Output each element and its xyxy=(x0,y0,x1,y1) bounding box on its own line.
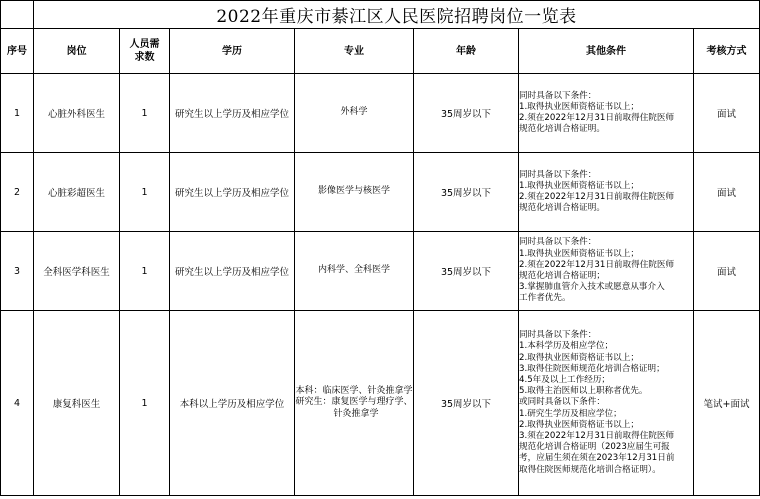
cell-conditions xyxy=(519,232,694,311)
condition-line: 4.5年及以上工作经历； xyxy=(519,374,611,385)
cell-exam: 笔试+面试 xyxy=(694,311,760,496)
header-age: 年龄 xyxy=(414,29,519,74)
cell-exam: 面试 xyxy=(694,232,760,311)
condition-line: 取得住院医师规范化培训合格证明）。 xyxy=(519,464,661,475)
cell-conditions xyxy=(519,311,694,496)
cell-exam: 面试 xyxy=(694,74,760,153)
header-count-label: 人员需求数 xyxy=(129,39,160,63)
condition-line: 规范化培训合格证明； xyxy=(519,271,605,281)
cell-education: 研究生以上学历及相应学位 xyxy=(170,74,295,153)
header-conditions: 其他条件 xyxy=(519,29,694,74)
cell-age: 35周岁以下 xyxy=(414,153,519,232)
cell-major xyxy=(295,232,414,311)
major-line: 内科学、全科医学 xyxy=(317,265,390,276)
header-exam: 考核方式 xyxy=(694,29,760,74)
major-line: 针灸推拿学 xyxy=(333,408,379,419)
cell-age: 35周岁以下 xyxy=(414,311,519,496)
cell-education: 研究生以上学历及相应学位 xyxy=(170,232,295,311)
table-row xyxy=(1,232,760,311)
condition-line: 2.须在2022年12月31日前取得住院医师 xyxy=(519,192,675,202)
cell-seq: 4 xyxy=(1,311,34,496)
condition-line: 同时具备以下条件： xyxy=(519,90,597,101)
table-row xyxy=(1,74,760,153)
condition-line: 2.取得执业医师资格证书以上； xyxy=(519,419,639,430)
cell-post: 康复科医生 xyxy=(34,311,120,496)
condition-line: 规范化培训合格证明（2023应届生可报 xyxy=(519,442,670,453)
condition-line: 规范化培训合格证明。 xyxy=(519,124,605,135)
condition-line: 5.取得主治医师以上职称者优先。 xyxy=(519,386,648,397)
major-line: 外科学 xyxy=(340,107,368,118)
condition-line: 3.取得住院医师规范化培训合格证明； xyxy=(519,363,665,374)
cell-age: 35周岁以下 xyxy=(414,74,519,153)
condition-line: 2.须在2022年12月31日前取得住院医师 xyxy=(519,113,675,123)
cell-count: 1 xyxy=(120,311,170,496)
condition-line: 3.掌握肺血管介入技术或愿意从事介入 xyxy=(519,282,665,293)
condition-line: 2.须在2022年12月31日前取得住院医师 xyxy=(519,259,675,270)
header-row xyxy=(1,29,760,74)
condition-line: 规范化培训合格证明。 xyxy=(519,203,605,214)
cell-education: 研究生以上学历及相应学位 xyxy=(170,153,295,232)
header-count xyxy=(120,29,170,74)
table-row xyxy=(1,153,760,232)
condition-line: 工作者优先。 xyxy=(519,293,571,304)
condition-line: 1.研究生学历及相应学位； xyxy=(519,408,622,419)
condition-line: 3.须在2022年12月31日前取得住院医师 xyxy=(519,431,675,441)
major-line: 本科：临床医学、针灸推拿学 xyxy=(295,385,413,396)
cell-conditions xyxy=(519,74,694,153)
header-post: 岗位 xyxy=(34,29,120,74)
cell-major xyxy=(295,153,414,232)
cell-seq: 3 xyxy=(1,232,34,311)
condition-line: 考，应届生须在须在2023年12月31日前 xyxy=(519,453,675,464)
cell-count: 1 xyxy=(120,153,170,232)
condition-line: 1.取得执业医师资格证书以上； xyxy=(519,101,639,112)
cell-post: 全科医学科医生 xyxy=(34,232,120,311)
cell-major xyxy=(295,311,414,496)
title-blank-cell xyxy=(1,1,34,29)
condition-line: 1.本科学历及相应学位； xyxy=(519,341,614,352)
cell-exam: 面试 xyxy=(694,153,760,232)
condition-line: 同时具备以下条件： xyxy=(519,330,597,341)
major-line: 研究生：康复医学与理疗学、 xyxy=(295,397,413,408)
header-seq: 序号 xyxy=(1,29,34,74)
cell-major xyxy=(295,74,414,153)
title-row xyxy=(1,1,760,29)
cell-count: 1 xyxy=(120,232,170,311)
major-line: 影像医学与核医学 xyxy=(317,186,390,197)
condition-line: 同时具备以下条件： xyxy=(519,169,597,180)
cell-age: 35周岁以下 xyxy=(414,232,519,311)
cell-post: 心脏外科医生 xyxy=(34,74,120,153)
cell-seq: 1 xyxy=(1,74,34,153)
condition-line: 1.取得执业医师资格证书以上； xyxy=(519,248,639,259)
condition-line: 1.取得执业医师资格证书以上； xyxy=(519,180,639,191)
cell-count: 1 xyxy=(120,74,170,153)
cell-seq: 2 xyxy=(1,153,34,232)
condition-line: 2.取得执业医师资格证书以上； xyxy=(519,352,639,363)
cell-post: 心脏彩超医生 xyxy=(34,153,120,232)
cell-conditions xyxy=(519,153,694,232)
condition-line: 同时具备以下条件： xyxy=(519,237,597,248)
header-major: 专业 xyxy=(295,29,414,74)
condition-line: 或同时具备以下条件： xyxy=(519,397,605,408)
table-title: 2022年重庆市綦江区人民医院招聘岗位一览表 xyxy=(34,1,760,29)
cell-education: 本科以上学历及相应学位 xyxy=(170,311,295,496)
table-row xyxy=(1,311,760,496)
header-education: 学历 xyxy=(170,29,295,74)
